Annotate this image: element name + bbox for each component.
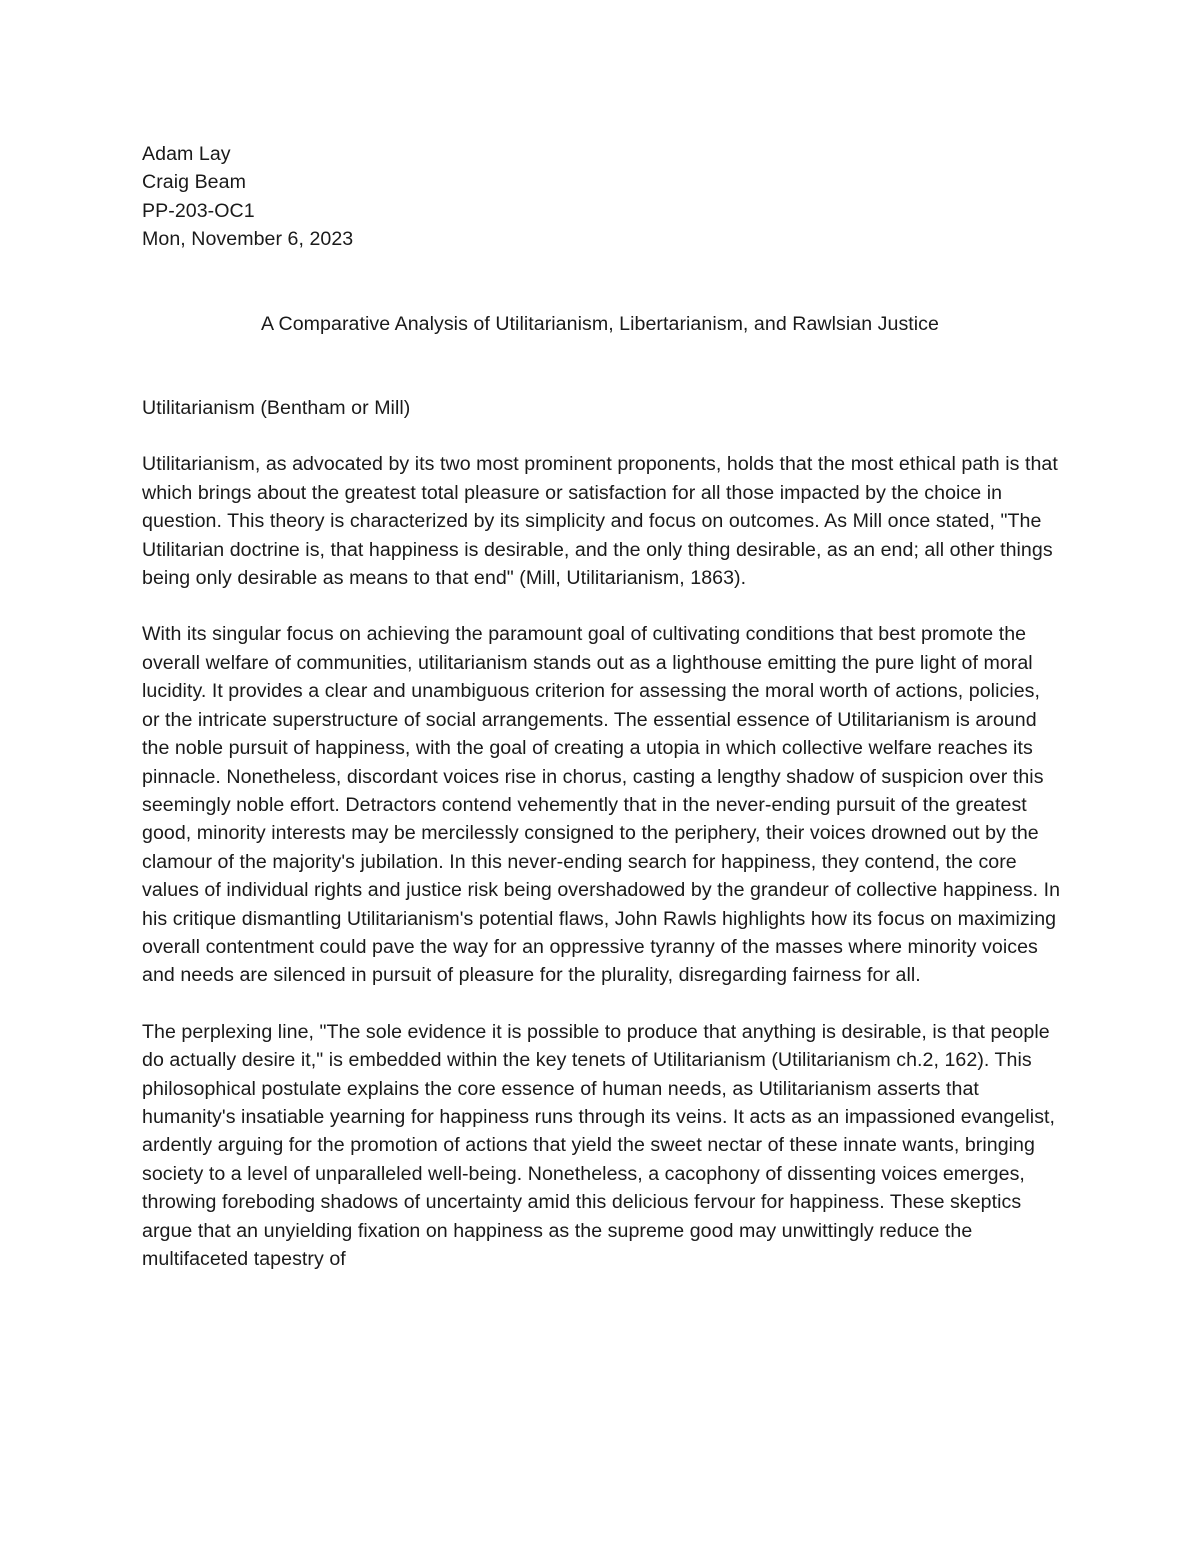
document-title: A Comparative Analysis of Utilitarianism, Libertarianism, and Rawlsian Justice [261, 312, 939, 335]
section-heading: Utilitarianism (Bentham or Mill) [142, 397, 411, 420]
body-paragraph: The perplexing line, "The sole evidence it is possible to produce that anything is desirable, is that people do actually desire it," is embedded within the key tenets of Utilitarianism (Utilitarianism ch.2, 162). This philosophical postulate explains the core essence of human needs, as Utilitarianism asserts that humanity's insatiable yearning for happiness runs through its veins. It acts as an impassioned evangelist, ardently arguing for the promotion of actions that yield the sweet nectar of these innate wants, bringing society to a level of unparalleled well-being. Nonetheless, a cacophony of dissenting voices emerges, throwing foreboding shadows of uncertainty amid this delicious fervour for happiness. These skeptics argue that an unyielding fixation on happiness as the supreme good may unwittingly reduce the multifaceted tapestry of [142, 1020, 1056, 1270]
body-paragraph: Utilitarianism, as advocated by its two most prominent proponents, holds that the most ethical path is that which brings about the greatest total pleasure or satisfaction for all those impacted by the choice in question. This theory is characterized by its simplicity and focus on outcomes. As Mill once stated, "The Utilitarian doctrine is, that happiness is desirable, and the only thing desirable, as an end; all other things being only desirable as means to that end" (Mill, Utilitarianism, 1863). [142, 453, 1058, 590]
date: Mon, November 6, 2023 [142, 228, 354, 251]
document-body [142, 140, 1062, 1273]
course-code: PP-203-OC1 [142, 199, 255, 222]
instructor-name: Craig Beam [142, 171, 246, 194]
body-paragraph: With its singular focus on achieving the paramount goal of cultivating conditions that best promote the overall welfare of communities, utilitarianism stands out as a lighthouse emitting the pure light of moral lucidity. It provides a clear and unambiguous criterion for assessing the moral worth of actions, policies, or the intricate superstructure of social arrangements. The essential essence of Utilitarianism is around the noble pursuit of happiness, with the goal of creating a utopia in which collective welfare reaches its pinnacle. Nonetheless, discordant voices rise in chorus, casting a lengthy shadow of suspicion over this seemingly noble effort. Detractors contend vehemently that in the never-ending pursuit of the greatest good, minority interests may be mercilessly consigned to the periphery, their voices drowned out by the clamour of the majority's jubilation. In this never-ending search for happiness, they contend, the core values of individual rights and justice risk being overshadowed by the grandeur of collective happiness. In his critique dismantling Utilitarianism's potential flaws, John Rawls highlights how its focus on maximizing overall contentment could pave the way for an oppressive tyranny of the masses where minority voices and needs are silenced in pursuit of pleasure for the plurality, disregarding fairness for all. [142, 623, 1061, 987]
heading-block [142, 140, 1062, 254]
student-name: Adam Lay [142, 143, 231, 165]
